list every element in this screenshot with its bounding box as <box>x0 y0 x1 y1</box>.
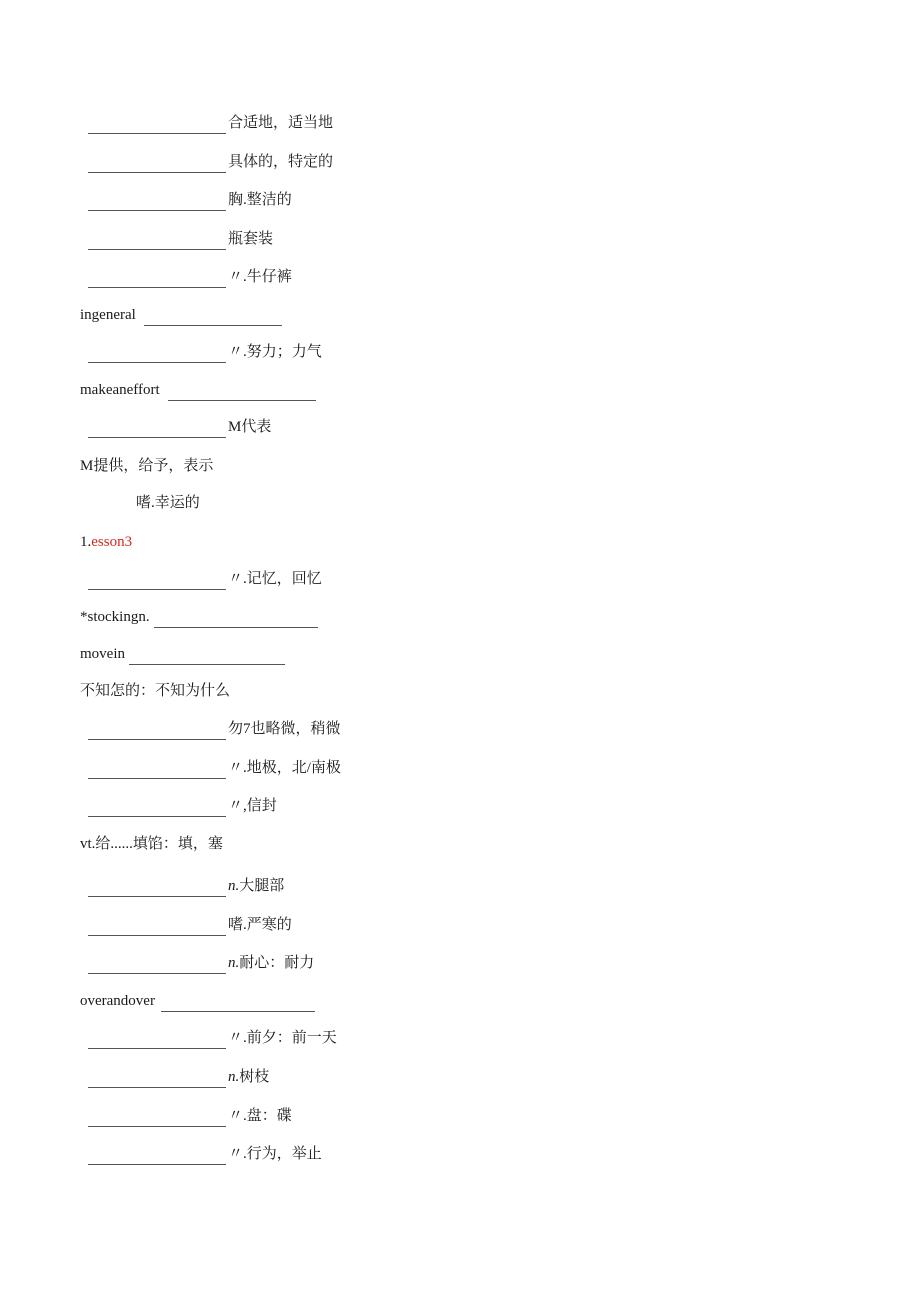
definition-text: M提供，给予，表示 <box>80 458 214 474</box>
vocab-line <box>80 112 333 134</box>
answer-blank[interactable] <box>88 158 226 173</box>
definition-text: 〃.记忆，回忆 <box>228 571 322 587</box>
answer-blank[interactable] <box>88 725 226 740</box>
answer-blank[interactable] <box>88 119 226 134</box>
part-of-speech: n. <box>228 1069 240 1085</box>
phrase-text: overandover <box>80 993 155 1009</box>
definition-text: 〃.前夕：前一天 <box>228 1030 337 1046</box>
answer-blank[interactable] <box>88 1112 226 1127</box>
plain-line <box>80 680 230 702</box>
vocab-line <box>80 1143 322 1165</box>
vocab-line <box>80 1066 269 1088</box>
phrase-text: ingeneral <box>80 307 136 323</box>
definition-text: 不知怎的：不知为什么 <box>80 683 231 699</box>
answer-blank[interactable] <box>88 235 226 250</box>
definition-text: 具体的，特定的 <box>228 154 334 170</box>
plain-line <box>80 455 213 477</box>
vocab-line <box>80 718 341 740</box>
definition-text: 〃.盘：碟 <box>228 1108 292 1124</box>
answer-blank[interactable] <box>88 1034 226 1049</box>
answer-blank[interactable] <box>88 882 226 897</box>
definition-text: 勿7也略微，稍微 <box>228 721 341 737</box>
phrase-line <box>80 379 318 401</box>
phrase-line <box>80 304 284 326</box>
plain-line <box>136 492 200 514</box>
answer-blank[interactable] <box>88 575 226 590</box>
part-of-speech: n. <box>228 955 240 971</box>
vocab-line <box>80 952 314 974</box>
vocab-line <box>80 875 284 897</box>
answer-blank[interactable] <box>88 273 226 288</box>
answer-blank[interactable] <box>161 997 315 1012</box>
definition-text: 〃.行为，举止 <box>228 1146 322 1162</box>
vocab-line <box>80 151 333 173</box>
vocab-line <box>80 416 271 438</box>
phrase-text: *stockingn. <box>80 609 150 625</box>
answer-blank[interactable] <box>168 386 316 401</box>
definition-text: 胸.整洁的 <box>228 192 292 208</box>
answer-blank[interactable] <box>88 802 226 817</box>
vocab-line <box>80 1105 292 1127</box>
definition-text: M代表 <box>228 419 272 435</box>
definition-text: vt.给......填馅：填，塞 <box>80 836 223 852</box>
vocab-line <box>80 1027 337 1049</box>
definition-text: 〃.努力；力气 <box>228 344 322 360</box>
definition-text: 合适地，适当地 <box>228 115 334 131</box>
definition-text: 瓶套装 <box>228 231 274 247</box>
lesson-title: esson3 <box>91 534 133 550</box>
definition-text: 大腿部 <box>239 878 285 894</box>
vocab-line <box>80 189 292 211</box>
answer-blank[interactable] <box>88 348 226 363</box>
vocab-line <box>80 914 292 936</box>
definition-text: 树枝 <box>239 1069 270 1085</box>
answer-blank[interactable] <box>129 650 285 665</box>
answer-blank[interactable] <box>88 764 226 779</box>
definition-text: 嗜.严寒的 <box>228 917 292 933</box>
lesson-number: 1. <box>80 534 92 550</box>
vocab-line <box>80 795 277 817</box>
vocab-line <box>80 757 341 779</box>
answer-blank[interactable] <box>88 921 226 936</box>
vocab-line <box>80 341 322 363</box>
answer-blank[interactable] <box>88 959 226 974</box>
answer-blank[interactable] <box>88 423 226 438</box>
answer-blank[interactable] <box>88 196 226 211</box>
vocab-line <box>80 228 273 250</box>
phrase-line <box>80 643 287 665</box>
answer-blank[interactable] <box>154 613 318 628</box>
answer-blank[interactable] <box>88 1150 226 1165</box>
answer-blank[interactable] <box>144 311 282 326</box>
vocab-line <box>80 568 322 590</box>
phrase-line <box>80 990 317 1012</box>
plain-line <box>80 833 223 855</box>
vocab-line <box>80 266 292 288</box>
phrase-text: makeaneffort <box>80 382 160 398</box>
definition-text: 耐心：耐力 <box>239 955 315 971</box>
definition-text: 〃.地极，北/南极 <box>228 760 341 776</box>
definition-text: 〃.牛仔裤 <box>228 269 292 285</box>
part-of-speech: n. <box>228 878 240 894</box>
phrase-line <box>80 606 320 628</box>
definition-text: 嗜.幸运的 <box>136 495 200 511</box>
definition-text: 〃,信封 <box>228 798 277 814</box>
phrase-text: movein <box>80 646 125 662</box>
answer-blank[interactable] <box>88 1073 226 1088</box>
lesson-heading <box>80 531 132 553</box>
